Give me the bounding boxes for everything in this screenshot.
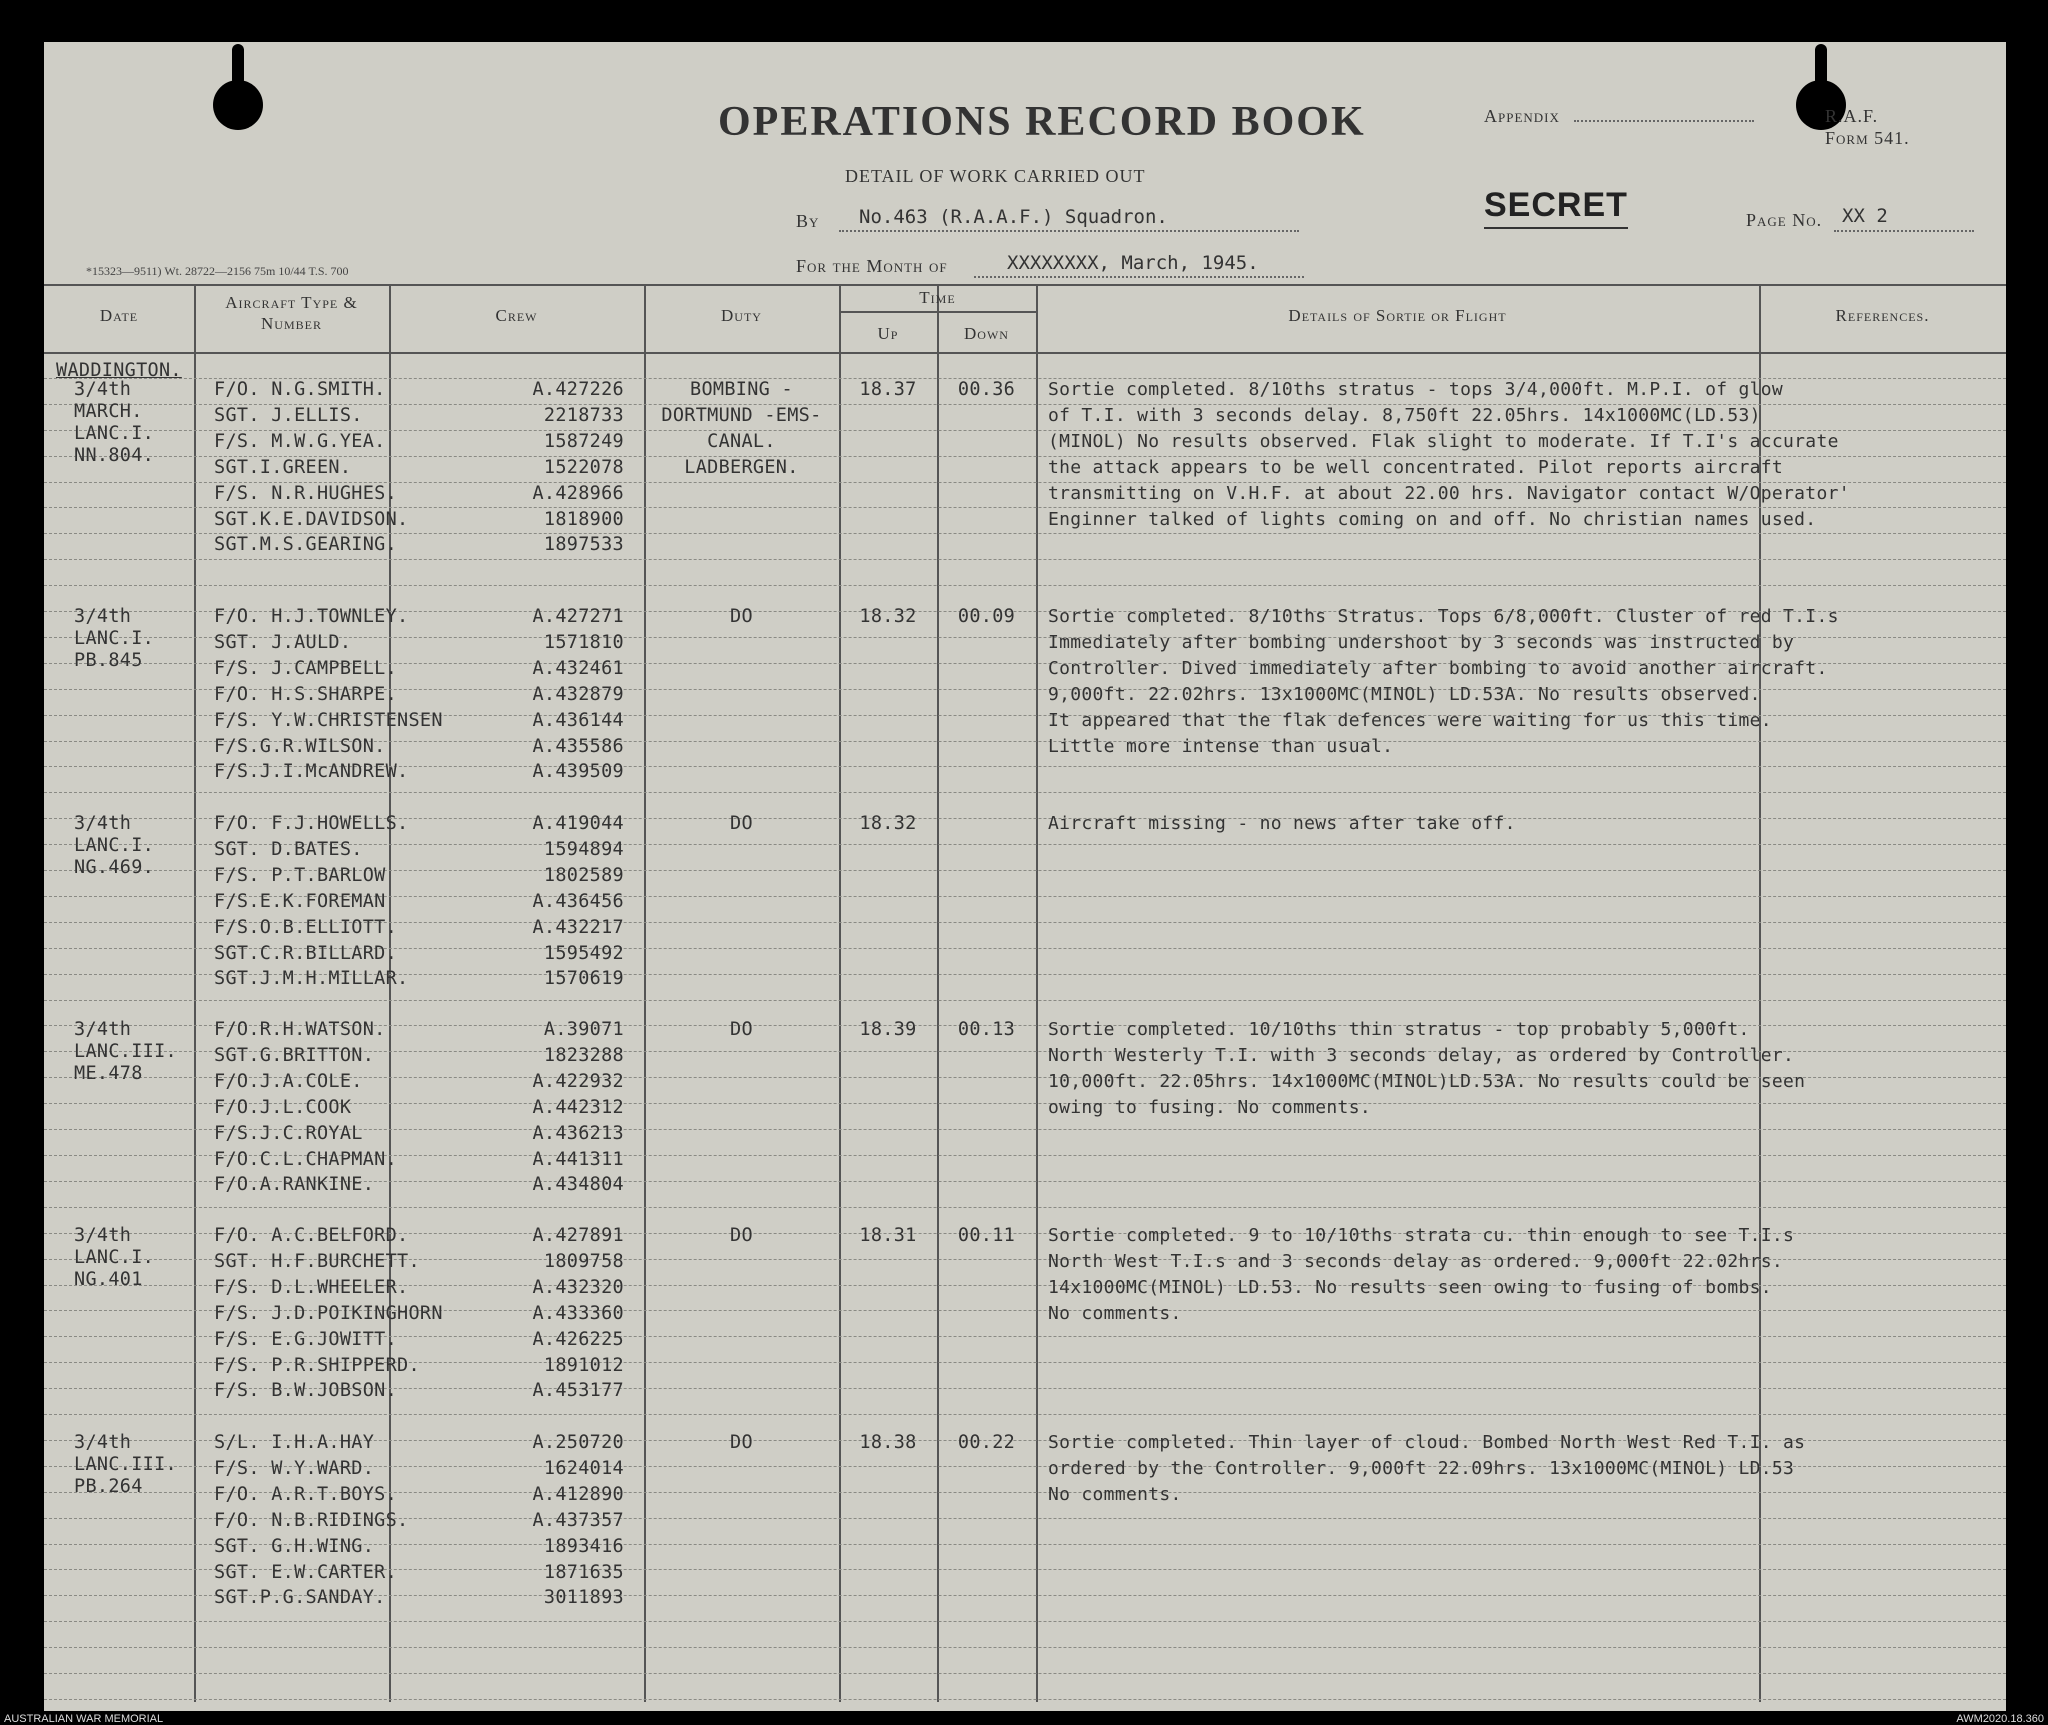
sortie-detail-line: (MINOL) No results observed. Flak slight to moderate. If T.I's accurate: [1048, 430, 1839, 452]
sortie-detail-line: the attack appears to be well concentrated. Pilot reports aircraft: [1048, 456, 1784, 478]
aircraft-type: LANC.III.: [74, 1041, 177, 1062]
time-up: 18.32: [859, 606, 917, 627]
crew-name: SGT. D.BATES.: [214, 838, 363, 860]
crew-name: F/S. P.R.SHIPPERD.: [214, 1354, 420, 1376]
crew-name: F/O. N.B.RIDINGS.: [214, 1509, 409, 1531]
crew-name: F/O. H.S.SHARPE.: [214, 683, 398, 705]
squadron-line: [839, 230, 1299, 232]
page-number: XX 2: [1842, 205, 1888, 227]
crew-name: F/S.G.R.WILSON.: [214, 735, 386, 757]
sortie-detail-line: of T.I. with 3 seconds delay. 8,750ft 22.05hrs. 14x1000MC(LD.53): [1048, 404, 1761, 426]
sortie-detail-line: 9,000ft. 22.02hrs. 13x1000MC(MINOL) LD.53A. No results observed.: [1048, 683, 1761, 705]
secret-stamp: SECRET: [1484, 186, 1628, 229]
crew-name: SGT.M.S.GEARING.: [214, 534, 398, 556]
service-number: A.426225: [532, 1328, 624, 1350]
crew-name: F/S.O.B.ELLIOTT.: [214, 916, 398, 938]
service-number: 1522078: [543, 456, 624, 478]
time-up: 18.39: [859, 1019, 917, 1040]
service-number: 1594894: [543, 838, 624, 860]
sortie-detail-line: Immediately after bombing undershoot by 3 seconds was instructed by: [1048, 631, 1795, 653]
aircraft-type: LANC.I.: [74, 1247, 155, 1268]
aircraft-type: LANC.III.: [74, 1454, 177, 1475]
service-number: 3011893: [543, 1587, 624, 1609]
aircraft-serial: PB.264: [74, 1476, 143, 1497]
ruled-line: [44, 1647, 2006, 1648]
crew-name: F/S.E.K.FOREMAN: [214, 890, 386, 912]
time-up: 18.32: [859, 813, 917, 834]
sortie-month: MARCH.: [74, 401, 143, 422]
service-number: A.439509: [532, 761, 624, 783]
service-number: A.432461: [532, 657, 624, 679]
crew-name: F/S. N.R.HUGHES.: [214, 482, 398, 504]
ruled-line: [44, 1699, 2006, 1700]
sortie-detail-line: It appeared that the flak defences were waiting for us this time.: [1048, 709, 1772, 731]
service-number: A.433360: [532, 1302, 624, 1324]
crew-name: SGT. E.W.CARTER.: [214, 1561, 398, 1583]
ruled-line: [44, 1000, 2006, 1001]
crew-name: F/O.J.A.COLE.: [214, 1070, 363, 1092]
time-down: 00.13: [957, 1019, 1016, 1040]
crew-name: F/S.J.C.ROYAL: [214, 1122, 363, 1144]
column-header-time: Time: [919, 288, 956, 307]
form-title: OPERATIONS RECORD BOOK: [718, 99, 1366, 145]
crew-name: F/O.A.RANKINE.: [214, 1174, 375, 1196]
month-label: For the Month of: [796, 256, 948, 276]
sortie-detail-line: North West T.I.s and 3 seconds delay as ordered. 9,000ft 22.02hrs.: [1048, 1250, 1784, 1272]
sortie-detail-line: 10,000ft. 22.05hrs. 14x1000MC(MINOL)LD.53A. No results could be seen: [1048, 1070, 1806, 1092]
service-number: 1595492: [543, 942, 624, 964]
crew-name: F/O. F.J.HOWELLS.: [214, 813, 409, 834]
sortie-detail-line: Little more intense than usual.: [1048, 735, 1394, 757]
sortie-date: 3/4th: [74, 379, 132, 400]
service-number: A.442312: [532, 1096, 624, 1118]
station-name: WADDINGTON.: [56, 360, 182, 381]
service-number: A.436456: [532, 890, 624, 912]
crew-name: F/O. A.R.T.BOYS.: [214, 1483, 398, 1505]
service-number: 1823288: [543, 1044, 624, 1066]
ruled-line: [44, 559, 2006, 560]
crew-name: F/O.R.H.WATSON.: [214, 1019, 386, 1040]
crew-name: SGT. H.F.BURCHETT.: [214, 1250, 420, 1272]
appendix-label: Appendix: [1484, 106, 1560, 126]
service-number: 1570619: [543, 968, 624, 990]
aircraft-serial: NG.469.: [74, 857, 155, 878]
sortie-detail-line: Sortie completed. 9 to 10/10ths strata cu. thin enough to see T.I.s: [1048, 1225, 1795, 1246]
crew-name: F/S. J.D.POIKINGHORN: [214, 1302, 443, 1324]
crew-name: F/O. A.C.BELFORD.: [214, 1225, 409, 1246]
sortie-detail-line: transmitting on V.H.F. at about 22.00 hrs. Navigator contact W/Operator': [1048, 482, 1850, 504]
crew-name: F/S. P.T.BARLOW: [214, 864, 386, 886]
service-number: A.437357: [532, 1509, 624, 1531]
service-number: 1897533: [543, 534, 624, 556]
time-down: 00.36: [957, 379, 1016, 400]
crew-name: F/S. B.W.JOBSON.: [214, 1380, 398, 1402]
form-number-line2: Form 541.: [1825, 128, 1910, 148]
sortie-detail-line: Sortie completed. 8/10ths Stratus. Tops 6/8,000ft. Cluster of red T.I.s: [1048, 606, 1839, 627]
duty-line: CANAL.: [707, 430, 776, 452]
duty-line: DO: [730, 606, 753, 627]
crew-name: F/S. J.CAMPBELL.: [214, 657, 398, 679]
service-number: 1893416: [543, 1535, 624, 1557]
service-number: A.427226: [532, 379, 624, 400]
duty-line: DO: [730, 1019, 753, 1040]
crew-name: F/O. H.J.TOWNLEY.: [214, 606, 409, 627]
ruled-line: [44, 1621, 2006, 1622]
column-header-crew: Crew: [495, 306, 538, 325]
crew-name: F/S. D.L.WHEELER.: [214, 1276, 409, 1298]
sortie-detail-line: 14x1000MC(MINOL) LD.53. No results seen owing to fusing of bombs.: [1048, 1276, 1772, 1298]
page-number-label: Page No.: [1746, 210, 1823, 230]
aircraft-serial: PB.845: [74, 650, 143, 671]
service-number: A.39071: [543, 1019, 624, 1040]
crew-name: F/S. Y.W.CHRISTENSEN: [214, 709, 443, 731]
crew-name: SGT.I.GREEN.: [214, 456, 352, 478]
aircraft-type: LANC.I.: [74, 423, 155, 444]
form-subtitle: DETAIL OF WORK CARRIED OUT: [845, 166, 1146, 186]
month-value: XXXXXXXX, March, 1945.: [1007, 252, 1259, 274]
column-header-details: Details of Sortie or Flight: [1288, 306, 1507, 325]
service-number: 1818900: [543, 508, 624, 530]
table-header-rule: [44, 352, 2006, 354]
service-number: A.434804: [532, 1174, 624, 1196]
service-number: A.428966: [532, 482, 624, 504]
sortie-detail-line: No comments.: [1048, 1483, 1182, 1505]
crew-name: SGT.P.G.SANDAY.: [214, 1587, 386, 1609]
sortie-date: 3/4th: [74, 1432, 132, 1453]
service-number: A.412890: [532, 1483, 624, 1505]
service-number: A.436213: [532, 1122, 624, 1144]
service-number: A.427271: [532, 606, 624, 627]
service-number: A.436144: [532, 709, 624, 731]
service-number: A.250720: [532, 1432, 624, 1453]
service-number: A.453177: [532, 1380, 624, 1402]
duty-line: DORTMUND -EMS-: [661, 404, 822, 426]
crew-name: F/O.C.L.CHAPMAN.: [214, 1148, 398, 1170]
crew-name: SGT.C.R.BILLARD.: [214, 942, 398, 964]
crew-name: S/L. I.H.A.HAY: [214, 1432, 375, 1453]
crew-name: F/S. W.Y.WARD.: [214, 1457, 375, 1479]
appendix-line: [1574, 120, 1754, 122]
column-header-references: References.: [1835, 306, 1930, 325]
column-header-aircraft: Aircraft Type & Number: [225, 293, 358, 333]
crew-name: SGT.J.M.H.MILLAR.: [214, 968, 409, 990]
service-number: A.441311: [532, 1148, 624, 1170]
service-number: 1571810: [543, 631, 624, 653]
crew-name: SGT.K.E.DAVIDSON.: [214, 508, 409, 530]
duty-line: BOMBING -: [690, 379, 793, 400]
service-number: A.419044: [532, 813, 624, 834]
sortie-detail-line: Controller. Dived immediately after bombing to avoid another aircraft.: [1048, 657, 1828, 679]
sortie-date: 3/4th: [74, 813, 132, 834]
service-number: 2218733: [543, 404, 624, 426]
duty-line: DO: [730, 1225, 753, 1246]
form-number-line1: R.A.F.: [1825, 106, 1879, 126]
sortie-detail-line: owing to fusing. No comments.: [1048, 1096, 1371, 1118]
crew-name: SGT. J.AULD.: [214, 631, 352, 653]
sortie-detail-line: Sortie completed. 10/10ths thin stratus - top probably 5,000ft.: [1048, 1019, 1750, 1040]
column-header-date: Date: [99, 306, 139, 325]
column-header-up: Up: [877, 324, 899, 343]
time-up-down-rule: [937, 311, 939, 1702]
service-number: 1871635: [543, 1561, 624, 1583]
service-number: A.432320: [532, 1276, 624, 1298]
duty-line: DO: [730, 813, 753, 834]
crew-name: F/O.J.L.COOK: [214, 1096, 352, 1118]
column-rule: [839, 284, 841, 1702]
ruled-line: [44, 1207, 2006, 1208]
column-header-down: Down: [964, 324, 1009, 343]
aircraft-serial: NG.401: [74, 1269, 143, 1290]
aircraft-type: LANC.I.: [74, 628, 155, 649]
record-sheet: [44, 42, 2006, 1711]
time-up: 18.37: [859, 379, 917, 400]
service-number: 1891012: [543, 1354, 624, 1376]
crew-name: SGT. J.ELLIS.: [214, 404, 363, 426]
duty-line: DO: [730, 1432, 753, 1453]
sortie-detail-line: Aircraft missing - no news after take off.: [1048, 813, 1516, 834]
ruled-line: [44, 1673, 2006, 1674]
service-number: A.432879: [532, 683, 624, 705]
crew-name: F/S.J.I.McANDREW.: [214, 761, 409, 783]
aircraft-type: LANC.I.: [74, 835, 155, 856]
crew-name: F/O. N.G.SMITH.: [214, 379, 386, 400]
time-down: 00.11: [957, 1225, 1016, 1246]
service-number: 1624014: [543, 1457, 624, 1479]
ruled-line: [44, 792, 2006, 793]
aircraft-serial: NN.804.: [74, 445, 155, 466]
table-top-rule: [44, 284, 2006, 286]
sortie-detail-line: No comments.: [1048, 1302, 1182, 1324]
ruled-line: [44, 585, 2006, 586]
time-down: 00.22: [957, 1432, 1016, 1453]
aircraft-serial: ME.478: [74, 1063, 143, 1084]
crew-name: F/S. M.W.G.YEA.: [214, 430, 386, 452]
ruled-line: [44, 1414, 2006, 1415]
service-number: A.435586: [532, 735, 624, 757]
sortie-detail-line: Enginner talked of lights coming on and off. No christian names used.: [1048, 508, 1817, 530]
sortie-detail-line: Sortie completed. 8/10ths stratus - tops 3/4,000ft. M.P.I. of glow: [1048, 379, 1784, 400]
archive-reference: AWM2020.18.360: [1956, 1713, 2044, 1725]
service-number: 1587249: [543, 430, 624, 452]
by-label: By: [796, 211, 820, 231]
squadron-name: No.463 (R.A.A.F.) Squadron.: [859, 206, 1168, 228]
service-number: A.427891: [532, 1225, 624, 1246]
service-number: A.422932: [532, 1070, 624, 1092]
duty-line: LADBERGEN.: [684, 456, 799, 478]
time-up: 18.31: [859, 1225, 917, 1246]
column-rule: [194, 284, 196, 1702]
service-number: 1802589: [543, 864, 624, 886]
sortie-date: 3/4th: [74, 1225, 132, 1246]
sortie-detail-line: Sortie completed. Thin layer of cloud. Bombed North West Red T.I. as: [1048, 1432, 1806, 1453]
print-code: *15323—9511) Wt. 28722—2156 75m 10/44 T.S. 700: [86, 264, 349, 278]
sortie-date: 3/4th: [74, 1019, 132, 1040]
service-number: 1809758: [543, 1250, 624, 1272]
column-rule: [1036, 284, 1038, 1702]
crew-name: SGT.G.BRITTON.: [214, 1044, 375, 1066]
page-number-line: [1834, 230, 1974, 232]
column-rule: [644, 284, 646, 1702]
sortie-detail-line: North Westerly T.I. with 3 seconds delay, as ordered by Controller.: [1048, 1044, 1795, 1066]
service-number: A.432217: [532, 916, 624, 938]
time-down: 00.09: [957, 606, 1016, 627]
month-line: [974, 276, 1304, 278]
sortie-date: 3/4th: [74, 606, 132, 627]
sortie-detail-line: ordered by the Controller. 9,000ft 22.09hrs. 13x1000MC(MINOL) LD.53: [1048, 1457, 1795, 1479]
crew-name: F/S. E.G.JOWITT.: [214, 1328, 398, 1350]
time-up: 18.38: [859, 1432, 917, 1453]
crew-name: SGT. G.H.WING.: [214, 1535, 375, 1557]
binder-hole-left: [213, 80, 263, 130]
archive-credit: AUSTRALIAN WAR MEMORIAL: [4, 1713, 164, 1725]
column-header-duty: Duty: [721, 306, 762, 325]
